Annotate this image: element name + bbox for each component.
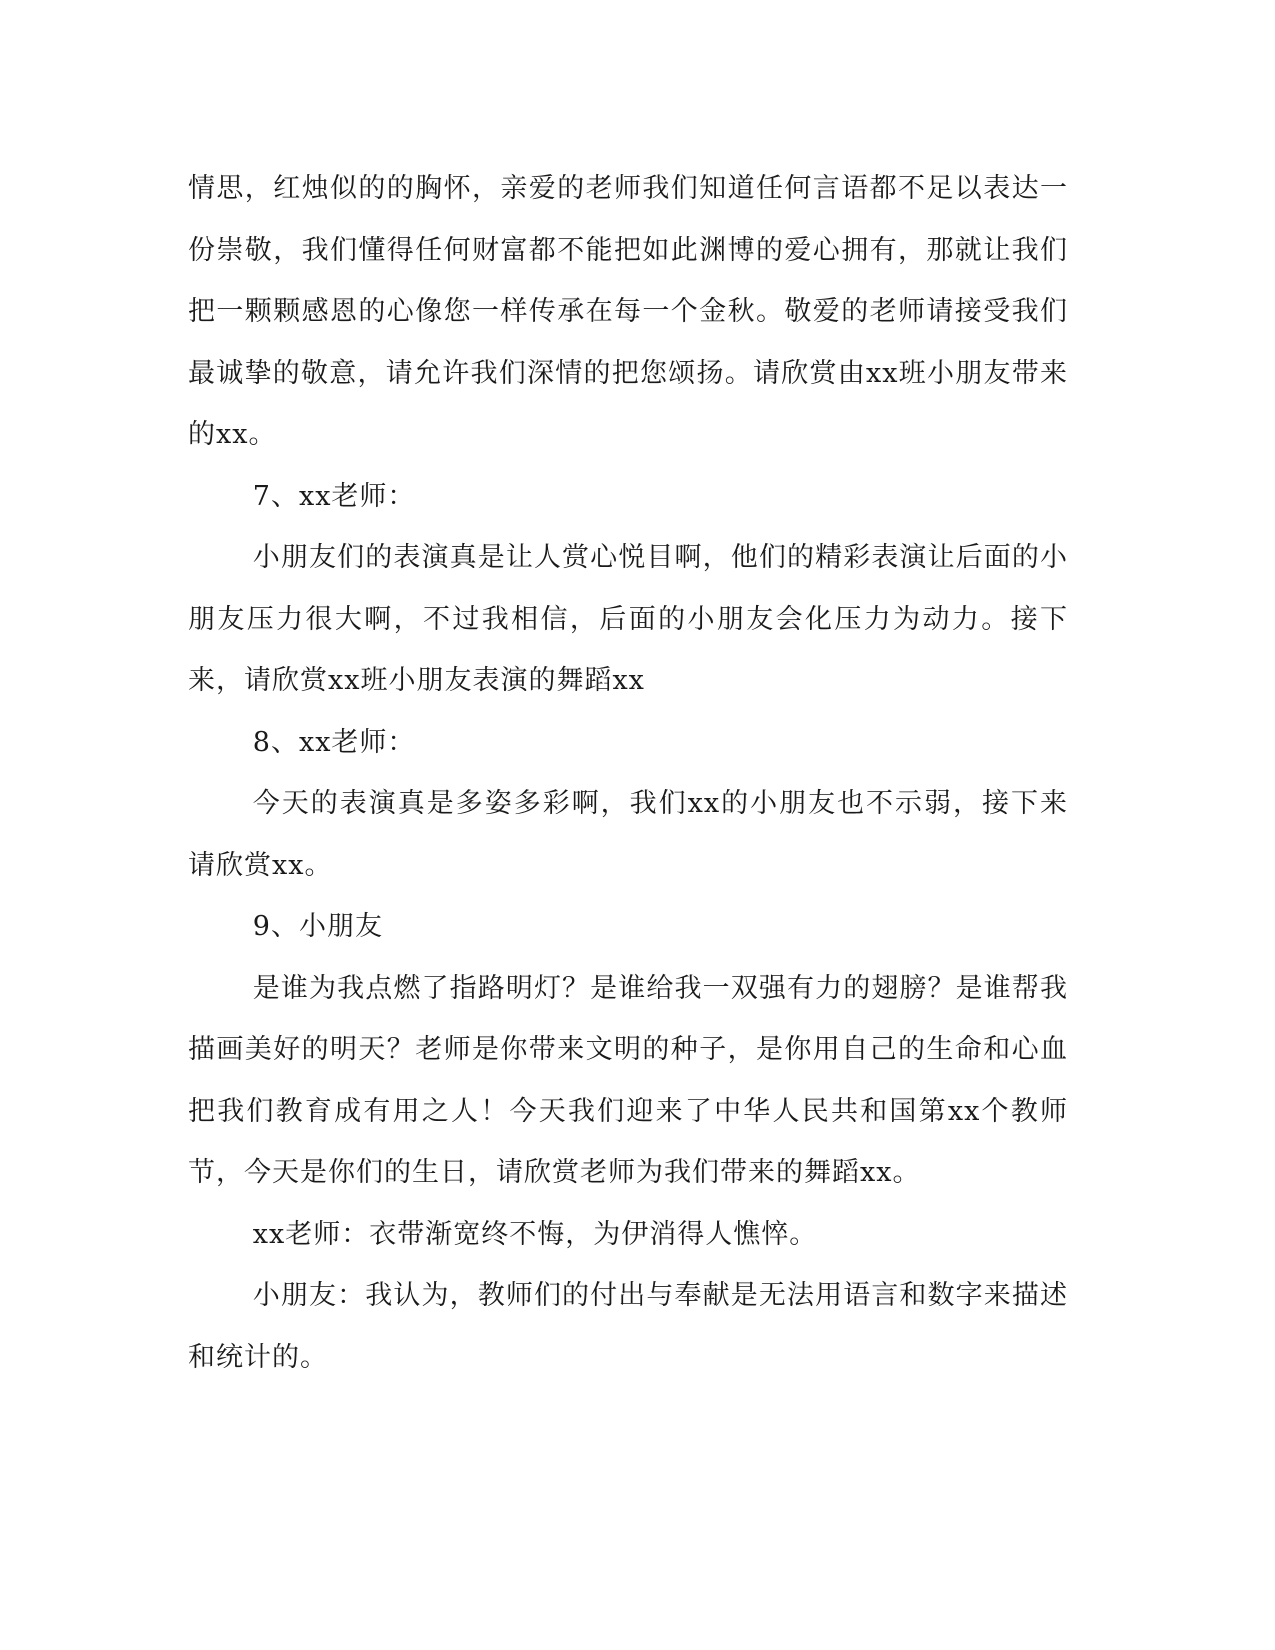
paragraph-9-speech: 是谁为我点燃了指路明灯？是谁给我一双强有力的翅膀？是谁帮我描画美好的明天？老师是你带来文明的种子，是你用自己的生命和心血把我们教育成有用之人！今天我们迎来了中华人民共和国第xx个教师节，今天是你们的生日，请欣赏老师为我们带来的舞蹈xx。 xyxy=(188,972,1068,1188)
paragraph-heading-7: 7、xx老师： xyxy=(252,480,416,512)
paragraph-heading-9: 9、小朋友 xyxy=(252,911,383,942)
paragraph-continuation: 情思，红烛似的的胸怀，亲爱的老师我们知道任何言语都不足以表达一份崇敬，我们懂得任何财富都不能把如此渊博的爱心拥有，那就让我们把一颗颗感恩的心像您一样传承在每一个金秋。敬爱的老师请接受我们最诚挚的敬意，请允许我们深情的把您颂扬。请欣赏由xx班小朋友带来的xx。 xyxy=(188,173,1068,450)
paragraph-heading-8: 8、xx老师： xyxy=(252,726,416,758)
paragraph-7-speech: 小朋友们的表演真是让人赏心悦目啊，他们的精彩表演让后面的小朋友压力很大啊，不过我相信，后面的小朋友会化压力为动力。接下来，请欣赏xx班小朋友表演的舞蹈xx xyxy=(188,542,1068,696)
paragraph-child-line: 小朋友：我认为，教师们的付出与奉献是无法用语言和数字来描述和统计的。 xyxy=(188,1280,1068,1373)
document-body xyxy=(188,158,1068,1388)
paragraph-8-speech: 今天的表演真是多姿多彩啊，我们xx的小朋友也不示弱，接下来请欣赏xx。 xyxy=(188,788,1068,881)
paragraph-teacher-line: xx老师：衣带渐宽终不悔，为伊消得人憔悴。 xyxy=(252,1218,818,1250)
